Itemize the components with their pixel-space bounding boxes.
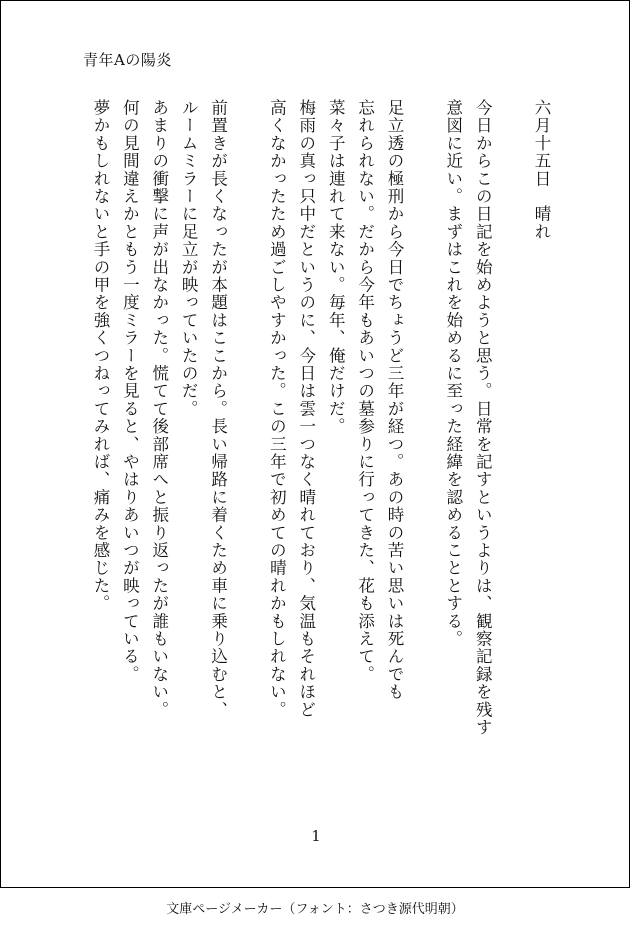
- page-header-title: 青年Aの陽炎: [83, 51, 172, 69]
- text-line: 夢かもしれないと手の甲を強くつねってみれば、痛みを感じた。: [90, 99, 110, 613]
- text-line: 前置きが長くなったが本題はここから。長い帰路に着くため車に乗り込むと、: [208, 99, 228, 719]
- text-line: 高くなかったため過ごしやすかった。この三年で初めての晴れかもしれない。: [267, 99, 287, 719]
- text-line-date: 六月十五日 晴れ: [532, 99, 551, 241]
- text-line: 足立透の極刑から今日でちょうど三年が経つ。あの時の苦い思いは死んでも: [385, 99, 404, 701]
- text-line: 意図に近い。まずはこれを始めるに至った経緯を認めることとする。: [443, 99, 463, 648]
- text-line: 梅雨の真っ只中だというのに、今日は雲一つなく晴れており、気温もそれほど: [296, 99, 316, 719]
- vertical-body-text: [86, 99, 556, 799]
- text-line: 忘れられない。だから今年もあいつの墓参りに行ってきた、花も添えて。: [355, 99, 375, 684]
- text-line: 何の見間違えかともう一度ミラーを見ると、やはりあいつが映っている。: [120, 99, 140, 684]
- page-number: 1: [311, 827, 321, 845]
- footer-credit: 文庫ページメーカー（フォント：さつき源代明朝）: [166, 902, 464, 917]
- text-line: ルームミラーに足立が映っていたのだ。: [179, 99, 199, 418]
- blank-line: [409, 99, 438, 799]
- text-line: あまりの衝撃に声が出なかった。慌てて後部席へと振り返ったが誰もいない。: [149, 99, 169, 719]
- text-line: 今日からこの日記を始めようと思う。日常を記すというよりは、観察記録を残す: [473, 99, 493, 737]
- blank-line: [497, 99, 526, 799]
- blank-line: [233, 99, 262, 799]
- text-line: 菜々子は連れて来ない。毎年、俺だけだ。: [326, 99, 346, 436]
